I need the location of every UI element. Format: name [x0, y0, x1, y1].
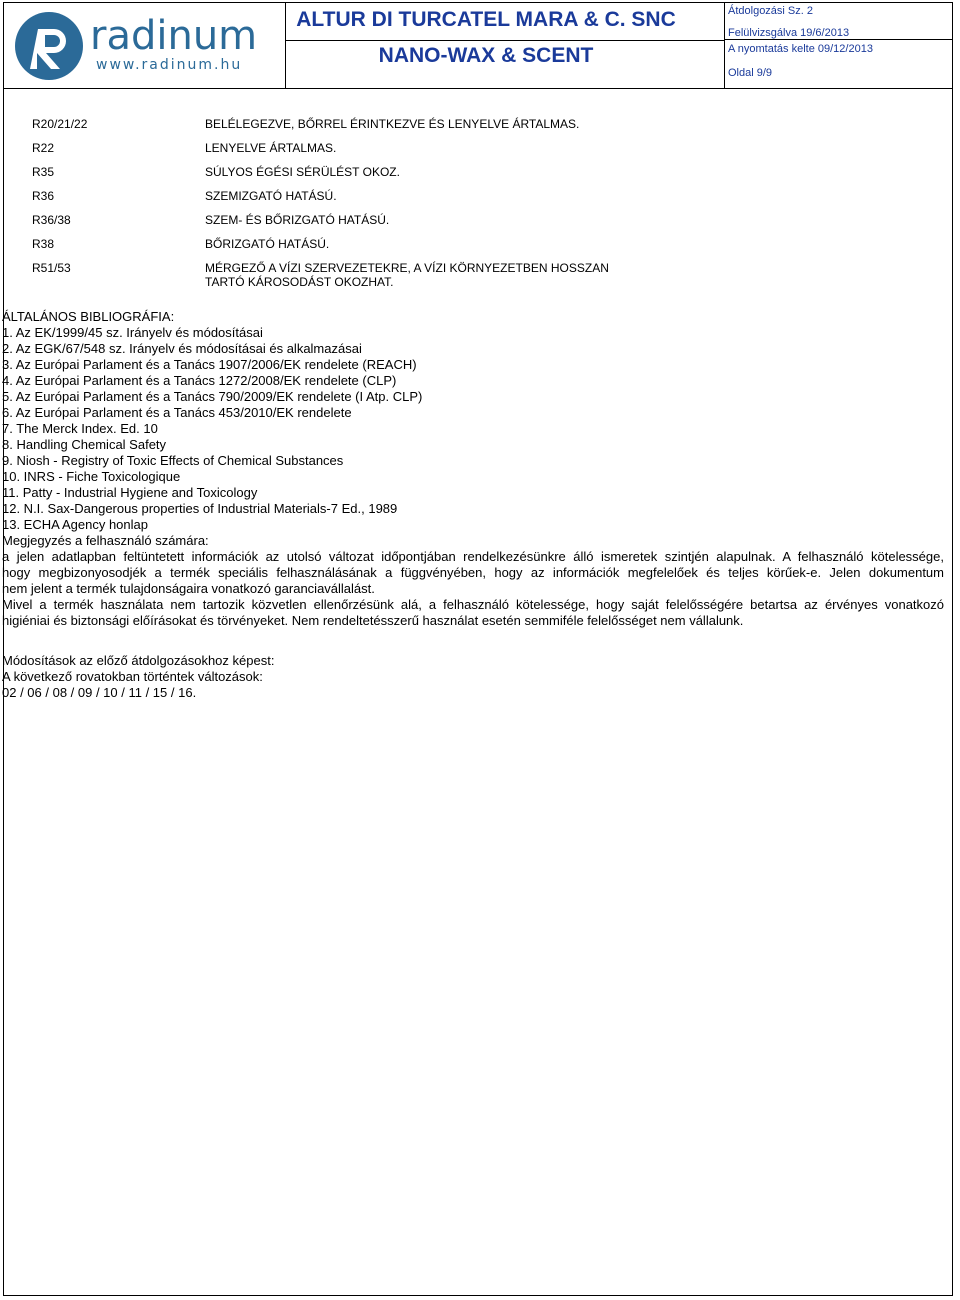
bibliography-item: 10. INRS - Fiche Toxicologique — [2, 469, 181, 484]
r-phrase-code: R35 — [32, 165, 55, 179]
title-cell — [286, 3, 725, 88]
bibliography-item: 12. N.I. Sax-Dangerous properties of Industrial Materials-7 Ed., 1989 — [2, 501, 398, 516]
bibliography-item: 3. Az Európai Parlament és a Tanács 1907/2006/EK rendelete (REACH) — [2, 357, 417, 372]
user-note-heading: Megjegyzés a felhasználó számára: — [2, 533, 209, 548]
bibliography-item: 9. Niosh - Registry of Toxic Effects of Chemical Substances — [2, 453, 344, 468]
radinum-logo-icon — [14, 11, 84, 81]
logo-cell — [4, 3, 286, 88]
company-name: ALTUR DI TURCATEL MARA & C. SNC — [296, 8, 676, 31]
meta-cell — [725, 3, 953, 88]
page-number: Oldal 9/9 — [728, 67, 773, 79]
changes-heading: Módosítások az előző átdolgozásokhoz képest: — [2, 653, 275, 668]
r-phrase-text: MÉRGEZŐ A VÍZI SZERVEZETEKRE, A VÍZI KÖRNYEZETBEN HOSSZAN — [205, 261, 609, 275]
bibliography-item: 7. The Merck Index. Ed. 10 — [2, 421, 158, 436]
r-phrase-text: BELÉLEGEZVE, BŐRREL ÉRINTKEZVE ÉS LENYELVE ÁRTALMAS. — [205, 117, 580, 131]
r-phrase-code: R22 — [32, 141, 55, 155]
r-phrase-code: R36 — [32, 189, 55, 203]
r-phrase-text: SZEMIZGATÓ HATÁSÚ. — [205, 189, 337, 203]
page-frame — [3, 2, 953, 1296]
bibliography-item: 5. Az Európai Parlament és a Tanács 790/2009/EK rendelete (I Atp. CLP) — [2, 389, 423, 404]
bibliography-heading: ÁLTALÁNOS BIBLIOGRÁFIA: — [2, 309, 175, 324]
review-date: Felülvizsgálva 19/6/2013 — [728, 27, 850, 39]
changes-subheading: A következő rovatokban történtek változások: — [2, 669, 263, 684]
r-phrase-text: SÚLYOS ÉGÉSI SÉRÜLÉST OKOZ. — [205, 165, 400, 179]
bibliography-item: 8. Handling Chemical Safety — [2, 437, 167, 452]
title-divider — [286, 40, 724, 41]
bibliography-item: 11. Patty - Industrial Hygiene and Toxicology — [2, 485, 258, 500]
user-note-line: Mivel a termék használata nem tartozik közvetlen ellenőrzésünk alá, a felhasználó kötelessége, hogy saját felelősségére betartsa az érvényes vonatkozó — [2, 597, 944, 612]
r-phrase-code: R36/38 — [32, 213, 71, 227]
r-phrase-text: LENYELVE ÁRTALMAS. — [205, 141, 337, 155]
bibliography-item: 2. Az EGK/67/548 sz. Irányelv és módosításai és alkalmazásai — [2, 341, 362, 356]
meta-divider — [725, 39, 953, 40]
r-phrase-code: R51/53 — [32, 261, 71, 275]
r-phrase-text-continued: TARTÓ KÁROSODÁST OKOZHAT. — [205, 275, 394, 289]
bibliography-item: 13. ECHA Agency honlap — [2, 517, 148, 532]
bibliography-item: 4. Az Európai Parlament és a Tanács 1272/2008/EK rendelete (CLP) — [2, 373, 397, 388]
bibliography-item: 6. Az Európai Parlament és a Tanács 453/2010/EK rendelete — [2, 405, 352, 420]
document-header — [3, 2, 953, 89]
r-phrase-text: SZEM- ÉS BŐRIZGATÓ HATÁSÚ. — [205, 213, 390, 227]
logo-url: www.radinum.hu — [96, 57, 243, 73]
r-phrase-code: R38 — [32, 237, 55, 251]
r-phrase-text: BŐRIZGATÓ HATÁSÚ. — [205, 237, 330, 251]
logo-wordmark: radinum — [90, 13, 258, 59]
user-note-line: a jelen adatlapban feltüntetett információk az utolsó változat időpontjában rendelkezésünkre álló ismeretek szintjén alapulnak. A felhasználó kötelessége, — [2, 549, 944, 564]
product-name: NANO-WAX & SCENT — [378, 44, 594, 67]
user-note-line: higiéniai és biztonsági előírásokat és törvényeket. Nem rendeltetésszerű használat esetén semmiféle felelősséget nem vállalunk. — [2, 613, 744, 628]
user-note-line: nem jelent a termék tulajdonságaira vonatkozó garanciavállalást. — [2, 581, 375, 596]
user-note-line: hogy megbizonyosodjék a termék speciális felhasználásának a függvényében, hogy az információk megfelelőek és teljes körűek-e. Jelen dokumentum — [2, 565, 944, 580]
changes-sections: 02 / 06 / 08 / 09 / 10 / 11 / 15 / 16. — [2, 685, 197, 700]
print-date: A nyomtatás kelte 09/12/2013 — [728, 43, 873, 55]
r-phrase-code: R20/21/22 — [32, 117, 88, 131]
revision-number: Átdolgozási Sz. 2 — [728, 5, 813, 17]
bibliography-item: 1. Az EK/1999/45 sz. Irányelv és módosításai — [2, 325, 263, 340]
